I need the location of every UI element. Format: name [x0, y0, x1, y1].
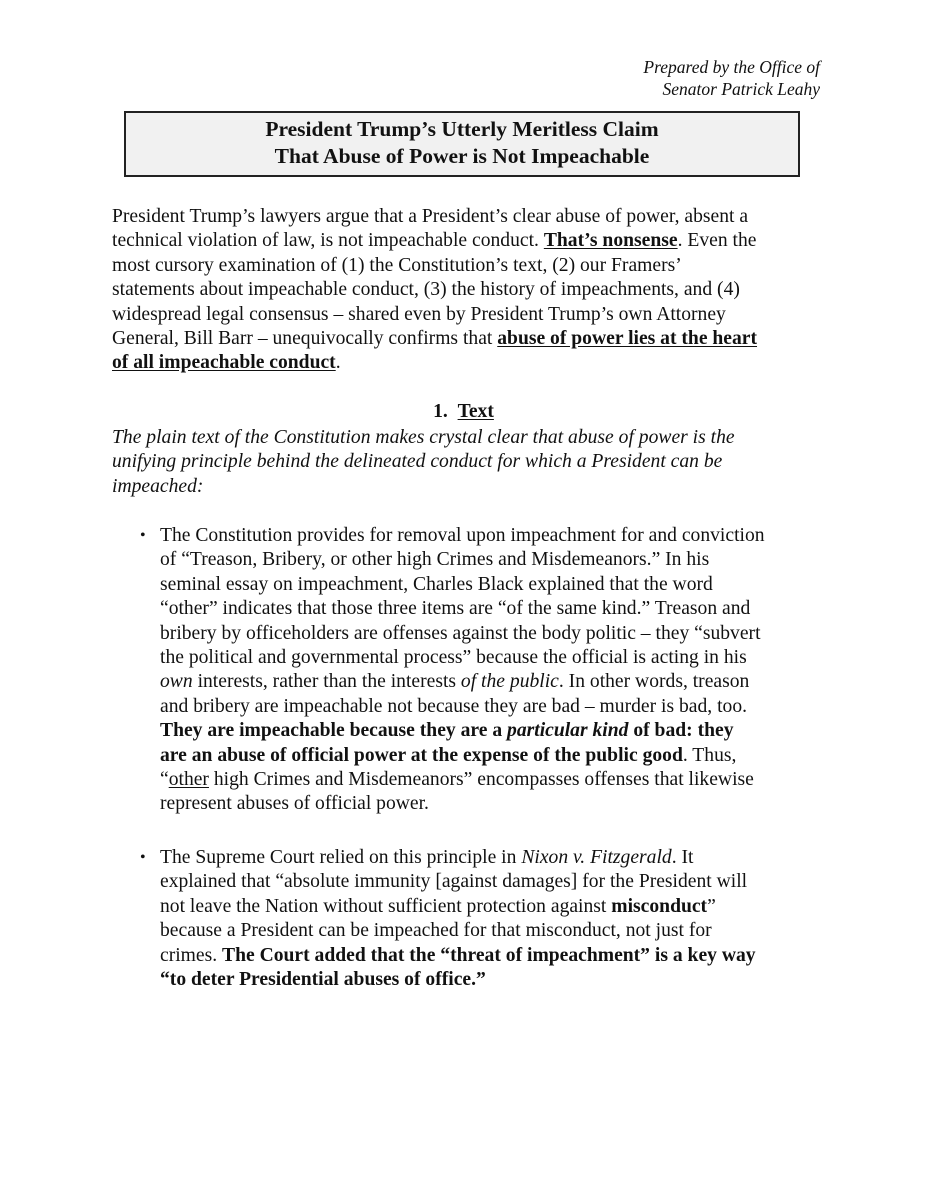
- text-segment: The Court added that the “threat of impeachment” is a key way: [222, 944, 756, 966]
- text-segment: of all impeachable conduct: [112, 352, 336, 374]
- intro-paragraph: [112, 205, 757, 376]
- text-segment: high Crimes and Misdemeanors” encompasses offenses that likewise: [208, 768, 754, 790]
- text-segment: widespread legal consensus – shared even by President Trump’s own Attorney: [112, 303, 726, 325]
- text-line: [160, 744, 765, 768]
- text-segment: of “Treason, Bribery, or other high Crimes and Misdemeanors.” In his: [160, 549, 710, 571]
- text-segment: crimes.: [160, 944, 223, 966]
- text-segment: General, Bill Barr – unequivocally confirms that: [112, 327, 498, 349]
- document-title-box: [124, 111, 800, 177]
- text-line: [160, 870, 756, 894]
- text-segment: Nixon v. Fitzgerald: [521, 847, 672, 868]
- bullet-icon: •: [140, 849, 146, 866]
- text-segment: . Thus,: [682, 744, 737, 766]
- section-title: Text: [457, 401, 494, 422]
- prepared-by-line: Prepared by the Office of: [643, 57, 820, 77]
- text-line: [160, 719, 765, 743]
- text-line: [112, 278, 757, 302]
- text-segment: They are impeachable because they are a: [160, 720, 508, 742]
- text-segment: “: [160, 768, 169, 790]
- text-segment: “to deter Presidential abuses of office.”: [160, 968, 486, 990]
- text-segment: the political and governmental process” because the official is acting in his: [160, 646, 747, 668]
- text-segment: . It: [671, 847, 694, 868]
- text-line: [112, 475, 735, 499]
- title-line: That Abuse of Power is Not Impeachable: [274, 144, 650, 168]
- section-heading: [0, 401, 927, 423]
- text-segment: .: [335, 352, 341, 374]
- text-segment: explained that “absolute immunity [against damages] for the President will: [160, 871, 748, 893]
- text-line: [160, 695, 765, 719]
- text-segment: most cursory examination of (1) the Constitution’s text, (2) our Framers’: [112, 254, 682, 276]
- text-segment: ”: [707, 895, 716, 917]
- text-segment: That’s nonsense: [543, 230, 678, 252]
- text-line: [160, 895, 756, 919]
- text-segment: not leave the Nation without sufficient protection against: [160, 895, 612, 917]
- text-line: [160, 968, 756, 992]
- text-line: [160, 670, 765, 694]
- text-line: [160, 846, 756, 870]
- bullet-paragraph: [160, 846, 756, 992]
- text-line: [160, 548, 765, 572]
- text-segment: technical violation of law, is not impeachable conduct.: [112, 230, 544, 252]
- text-segment: are an abuse of official power at the expense of the public good: [160, 744, 683, 766]
- text-segment: of bad: they: [628, 720, 734, 742]
- text-segment: seminal essay on impeachment, Charles Black explained that the word: [160, 573, 713, 595]
- text-line: [160, 622, 765, 646]
- text-segment: of the public: [460, 671, 559, 693]
- section-lead: [112, 426, 735, 499]
- text-segment: represent abuses of official power.: [160, 793, 429, 815]
- text-line: [112, 426, 735, 450]
- text-segment: impeached:: [112, 475, 204, 497]
- text-line: [112, 205, 757, 229]
- text-segment: particular kind: [507, 720, 629, 742]
- text-line: [160, 768, 765, 792]
- text-line: [160, 597, 765, 621]
- title-line: President Trump’s Utterly Meritless Claim: [265, 117, 659, 141]
- text-segment: The Constitution provides for removal upon impeachment for and conviction: [160, 525, 765, 546]
- text-line: [160, 524, 765, 548]
- prepared-by-note: [643, 56, 820, 100]
- text-segment: and bribery are impeachable not because they are bad – murder is bad, too.: [160, 695, 748, 717]
- text-segment: statements about impeachable conduct, (3) the history of impeachments, and (4): [112, 279, 740, 301]
- text-line: [160, 919, 756, 943]
- text-segment: The Supreme Court relied on this principle in: [160, 847, 522, 868]
- text-segment: President Trump’s lawyers argue that a President’s clear abuse of power, absent a: [112, 206, 749, 227]
- text-line: [160, 573, 765, 597]
- text-segment: because a President can be impeached for that misconduct, not just for: [160, 920, 712, 942]
- text-line: [160, 792, 765, 816]
- text-line: [112, 303, 757, 327]
- prepared-by-line: Senator Patrick Leahy: [662, 79, 820, 99]
- text-segment: The plain text of the Constitution makes crystal clear that abuse of power is the: [112, 427, 735, 448]
- text-segment: . Even the: [677, 230, 757, 252]
- text-segment: “other” indicates that those three items are “of the same kind.” Treason and: [160, 598, 751, 620]
- text-line: [112, 351, 757, 375]
- text-line: [112, 450, 735, 474]
- text-segment: own: [160, 671, 193, 693]
- bullet-icon: •: [140, 527, 146, 544]
- text-segment: interests, rather than the interests: [192, 671, 461, 693]
- text-segment: abuse of power lies at the heart: [497, 327, 758, 349]
- text-segment: misconduct: [611, 895, 708, 917]
- text-segment: unifying principle behind the delineated conduct for which a President can be: [112, 451, 723, 473]
- text-line: [160, 944, 756, 968]
- text-segment: bribery by officeholders are offenses against the body politic – they “subvert: [160, 622, 761, 644]
- section-number: 1.: [433, 401, 448, 422]
- text-line: [160, 646, 765, 670]
- text-segment: . In other words, treason: [558, 671, 750, 693]
- text-line: [112, 327, 757, 351]
- text-line: [112, 254, 757, 278]
- bullet-paragraph: [160, 524, 765, 817]
- text-line: [112, 229, 757, 253]
- text-segment: other: [168, 768, 209, 790]
